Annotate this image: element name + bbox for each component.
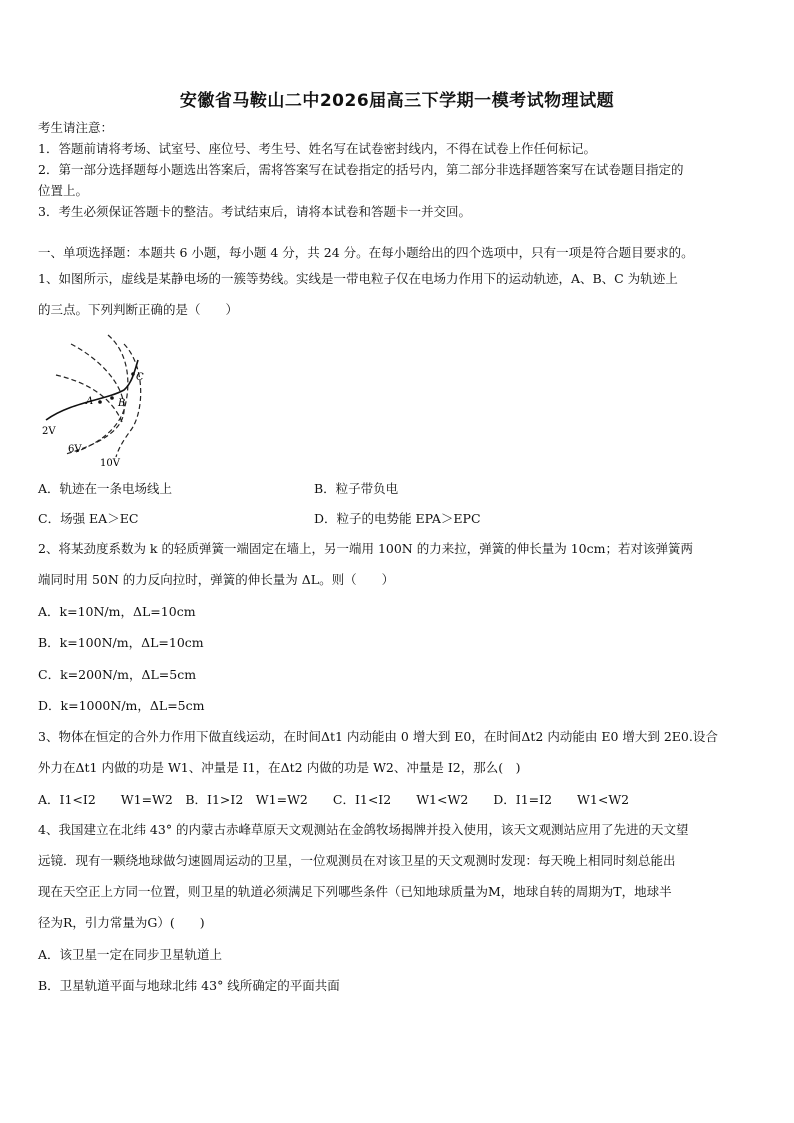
q1-option-a: A．轨迹在一条电场线上 [38, 481, 173, 496]
notice-item: 2．第一部分选择题每小题选出答案后，需将答案写在试卷指定的括号内，第二部分非选择题答案写在试卷题目指定的 [38, 162, 684, 177]
q4-stem-line: 径为R，引力常量为G）( ) [38, 915, 205, 930]
q2-option-c: C．k=200N/m，ΔL=5cm [38, 667, 197, 682]
q3-stem-line: 外力在Δt1 内做的功是 W1、冲量是 I1，在Δt2 内做的功是 W2、冲量是 I2，那么( ) [38, 760, 521, 775]
label-c: C [136, 372, 144, 383]
label-6v: 6V [68, 444, 82, 455]
q2-stem-line: 2、将某劲度系数为 k 的轻质弹簧一端固定在墙上，另一端用 100N 的力来拉，弹簧的伸长量为 10cm；若对该弹簧两 [38, 541, 693, 556]
q4-option-a: A．该卫星一定在同步卫星轨道上 [38, 947, 223, 962]
equipotential-line [76, 335, 128, 452]
point-c [131, 372, 135, 376]
q4-option-b: B．卫星轨道平面与地球北纬 43° 线所确定的平面共面 [38, 978, 340, 993]
q1-option-c: C．场强 EA＞EC [38, 511, 139, 526]
q1-stem-line: 的三点。下列判断正确的是（ ） [38, 302, 239, 317]
label-10v: 10V [100, 458, 120, 469]
notice-item: 3．考生必须保证答题卡的整洁。考试结束后，请将本试卷和答题卡一并交回。 [38, 204, 471, 219]
section-heading: 一、单项选择题：本题共 6 小题，每小题 4 分，共 24 分。在每小题给出的四个选项中，只有一项是符合题目要求的。 [38, 245, 694, 260]
q2-option-b: B．k=100N/m，ΔL=10cm [38, 635, 204, 650]
q4-stem-line: 4、我国建立在北纬 43° 的内蒙古赤峰草原天文观测站在金鸽牧场揭牌并投入使用，该天文观测站应用了先进的天文望 [38, 822, 689, 837]
label-a: A [86, 396, 94, 407]
q1-option-d: D．粒子的电势能 EPA＞EPC [314, 511, 481, 526]
q2-stem-line: 端同时用 50N 的力反向拉时，弹簧的伸长量为 ΔL。则（ ） [38, 572, 395, 587]
q4-stem-line: 远镜．现有一颗绕地球做匀速圆周运动的卫星，一位观测员在对该卫星的天文观测时发现：每天晚上相同时刻总能出 [38, 853, 676, 868]
notice-header: 考生请注意： [38, 120, 114, 135]
label-2v: 2V [42, 426, 56, 437]
q3-stem-line: 3、物体在恒定的合外力作用下做直线运动，在时间Δt1 内动能由 0 增大到 E0，在时间Δt2 内动能由 E0 增大到 2E0.设合 [38, 729, 718, 744]
page-title: 安徽省马鞍山二中2026届高三下学期一模考试物理试题 [179, 91, 615, 111]
equipotential-diagram [36, 332, 166, 472]
label-b: B [118, 398, 126, 409]
q2-option-d: D．k=1000N/m，ΔL=5cm [38, 698, 205, 713]
q4-stem-line: 现在天空正上方同一位置，则卫星的轨道必须满足下列哪些条件（已知地球质量为M，地球自转的周期为T，地球半 [38, 884, 672, 899]
equipotential-line [66, 344, 124, 454]
notice-item: 位置上。 [38, 183, 89, 198]
point-b [110, 396, 114, 400]
q2-option-a: A．k=10N/m，ΔL=10cm [38, 604, 196, 619]
notice-item: 1．答题前请将考场、试室号、座位号、考生号、姓名写在试卷密封线内，不得在试卷上作任何标记。 [38, 141, 596, 156]
q1-stem-line: 1、如图所示，虚线是某静电场的一簇等势线。实线是一带电粒子仅在电场力作用下的运动轨迹，A、B、C 为轨迹上 [38, 271, 678, 286]
point-a [98, 400, 102, 404]
q1-option-b: B．粒子带负电 [314, 481, 399, 496]
q3-options: A．I1<I2 W1=W2 B．I1>I2 W1=W2 C．I1<I2 W1<W2 D．I1=I2 W1<W2 [38, 792, 630, 807]
